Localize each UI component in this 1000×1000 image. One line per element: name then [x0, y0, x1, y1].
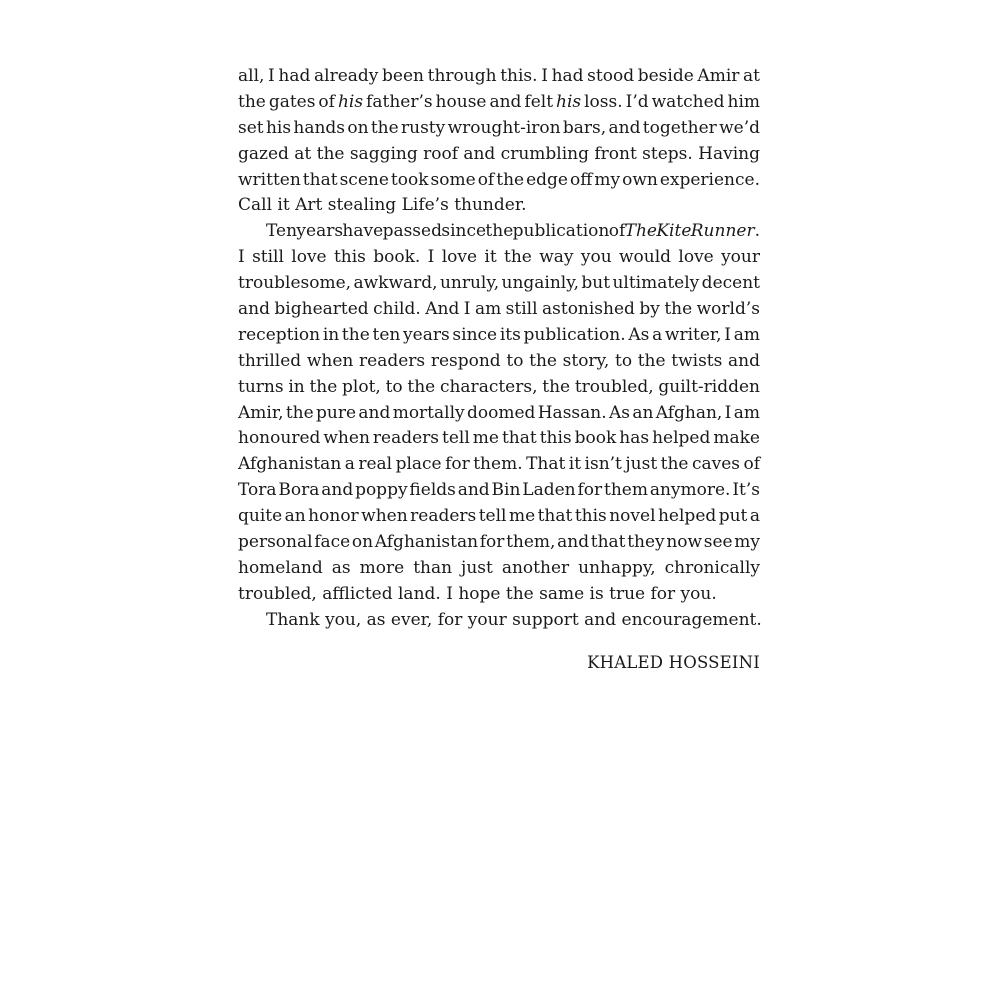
paragraph [238, 64, 760, 219]
text-segment: Amir, the pure and mortally doomed Hassan. As an Afghan, I am [238, 402, 760, 423]
text-segment: set his hands on the rusty wrought-iron bars, and together we’d [238, 117, 760, 138]
text-segment: the gates of [238, 91, 338, 112]
text-line [238, 245, 760, 271]
text-line [238, 375, 760, 401]
text-segment: . [754, 221, 760, 242]
text-segment: troublesome, awkward, unruly, ungainly, but ultimately decent [238, 273, 760, 294]
text-line [238, 608, 760, 634]
body-text [238, 64, 760, 634]
italic-text: his [556, 91, 582, 112]
text-line [238, 582, 760, 608]
text-line [238, 401, 760, 427]
text-segment: written that scene took some of the edge off my own experience. [238, 169, 760, 190]
text-segment: turns in the plot, to the characters, the troubled, guilt-ridden [238, 376, 760, 397]
text-line [238, 116, 760, 142]
text-line [238, 452, 760, 478]
text-line [238, 142, 760, 168]
text-segment: Call it Art stealing Life’s thunder. [238, 195, 527, 216]
text-segment: father’s house and felt [363, 91, 557, 112]
italic-text: The Kite Runner [624, 221, 755, 242]
text-segment: and bighearted child. And I am still astonished by the world’s [238, 299, 760, 320]
italic-text: his [337, 91, 364, 112]
text-line [238, 323, 760, 349]
text-line [238, 530, 760, 556]
text-segment: quite an honor when readers tell me that this novel helped put a [238, 506, 760, 527]
text-segment: honoured when readers tell me that this book has helped make [238, 428, 760, 449]
text-line [238, 90, 760, 116]
text-segment: reception in the ten years since its publication. As a writer, I am [238, 324, 760, 345]
text-segment: Ten years have passed since the publication of [266, 221, 625, 242]
text-segment: all, I had already been through this. I had stood beside Amir at [238, 66, 760, 86]
text-line [238, 504, 760, 530]
text-line [238, 219, 760, 245]
text-line [238, 64, 760, 90]
paragraph [238, 219, 760, 607]
text-line [238, 478, 760, 504]
text-line [238, 426, 760, 452]
author-signature: KHALED HOSSEINI [587, 652, 760, 672]
text-segment: Thank you, as ever, for your support and encouragement. [266, 609, 762, 630]
text-segment: gazed at the sagging roof and crumbling front steps. Having [238, 143, 760, 164]
text-line [238, 168, 760, 194]
paragraph [238, 608, 760, 634]
text-segment: homeland as more than just another unhappy, chronically [238, 557, 760, 578]
text-segment: thrilled when readers respond to the story, to the twists and [238, 350, 760, 371]
text-segment: Tora Bora and poppy fields and Bin Laden for them anymore. It’s [238, 480, 760, 501]
text-line [238, 297, 760, 323]
document-page [238, 64, 760, 676]
text-segment: Afghanistan a real place for them. That it isn’t just the caves of [238, 454, 760, 475]
text-line [238, 556, 760, 582]
text-line [238, 193, 760, 219]
text-segment: troubled, afflicted land. I hope the same is true for you. [238, 583, 717, 604]
text-segment: personal face on Afghanistan for them, and that they now see my [238, 532, 760, 553]
text-line [238, 271, 760, 297]
text-line [238, 349, 760, 375]
text-segment: loss. I’d watched him [581, 91, 761, 112]
text-segment: I still love this book. I love it the way you would love your [238, 247, 760, 268]
